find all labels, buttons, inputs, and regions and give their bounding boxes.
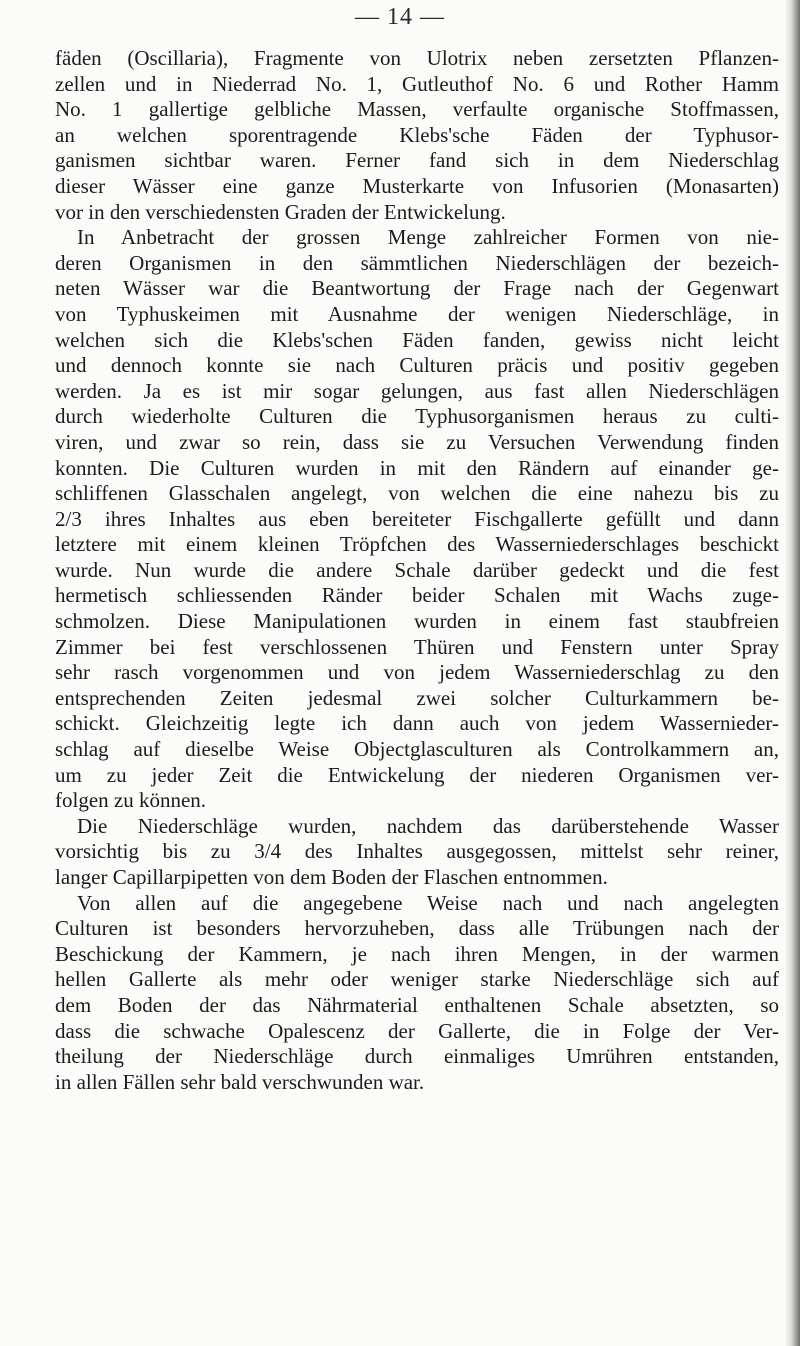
text-line: dass die schwache Opalescenz der Gallerte, die in Folge der Ver-	[55, 1018, 779, 1043]
text-line: konnten. Die Culturen wurden in mit den Rändern auf einander ge-	[55, 455, 779, 480]
text-line: und dennoch konnte sie nach Culturen präcis und positiv gegeben	[55, 353, 779, 378]
text-line: In Anbetracht der grossen Menge zahlreicher Formen von nie-	[77, 225, 779, 250]
text-line: an welchen sporentragende Klebs'sche Fäden der Typhusor-	[55, 122, 779, 147]
text-line: folgen zu können.	[55, 788, 207, 813]
text-line: welchen sich die Klebs'schen Fäden fanden, gewiss nicht leicht	[55, 327, 779, 352]
text-line: zellen und in Niederrad No. 1, Gutleuthof No. 6 und Rother Hamm	[55, 71, 779, 96]
text-line: fäden (Oscillaria), Fragmente von Ulotrix neben zersetzten Pflanzen-	[55, 46, 779, 70]
text-line: Beschickung der Kammern, je nach ihren Mengen, in der warmen	[55, 941, 779, 966]
text-line: schickt. Gleichzeitig legte ich dann auch von jedem Wassernieder-	[55, 711, 779, 736]
text-line: sehr rasch vorgenommen und von jedem Wasserniederschlag zu den	[55, 660, 779, 685]
page-edge-shadow	[786, 0, 800, 1346]
text-line: vor in den verschiedensten Graden der Entwickelung.	[55, 199, 506, 224]
text-line: werden. Ja es ist mir sogar gelungen, aus fast allen Niederschlägen	[55, 378, 779, 403]
text-line: dieser Wässer eine ganze Musterkarte von Infusorien (Monasarten)	[55, 173, 779, 198]
text-line: Culturen ist besonders hervorzuheben, dass alle Trübungen nach der	[55, 916, 779, 941]
text-line: deren Organismen in den sämmtlichen Niederschlägen der bezeich-	[55, 250, 779, 275]
text-line: 2/3 ihres Inhaltes aus eben bereiteter Fischgallerte gefüllt und dann	[55, 506, 779, 531]
text-line: vorsichtig bis zu 3/4 des Inhaltes ausgegossen, mittelst sehr reiner,	[55, 839, 779, 864]
text-line: hellen Gallerte als mehr oder weniger starke Niederschläge sich auf	[55, 967, 779, 992]
text-line: hermetisch schliessenden Ränder beider Schalen mit Wachs zuge-	[55, 583, 779, 608]
text-line: schmolzen. Diese Manipulationen wurden in einem fast staubfreien	[55, 609, 779, 634]
page-number-header: — 14 —	[355, 4, 445, 30]
text-line: um zu jeder Zeit die Entwickelung der niederen Organismen ver-	[55, 762, 779, 787]
text-line: entsprechenden Zeiten jedesmal zwei solcher Culturkammern be-	[55, 685, 779, 710]
text-line: viren, und zwar so rein, dass sie zu Versuchen Verwendung finden	[55, 429, 779, 454]
text-line: neten Wässer war die Beantwortung der Frage nach der Gegenwart	[55, 276, 779, 301]
text-line: theilung der Niederschläge durch einmaliges Umrühren entstanden,	[55, 1044, 779, 1069]
body-text	[55, 46, 779, 1095]
text-line: Die Niederschläge wurden, nachdem das darüberstehende Wasser	[77, 813, 779, 838]
text-line: durch wiederholte Culturen die Typhusorganismen heraus zu culti-	[55, 404, 779, 429]
text-line: ganismen sichtbar waren. Ferner fand sich in dem Niederschlag	[55, 148, 779, 173]
text-line: Von allen auf die angegebene Weise nach und nach angelegten	[77, 890, 779, 915]
text-line: von Typhuskeimen mit Ausnahme der wenigen Niederschläge, in	[55, 301, 779, 326]
text-line: schliffenen Glasschalen angelegt, von welchen die eine nahezu bis zu	[55, 481, 779, 506]
text-line: langer Capillarpipetten von dem Boden der Flaschen entnommen.	[55, 865, 608, 889]
text-line: letztere mit einem kleinen Tröpfchen des Wasserniederschlages beschickt	[55, 532, 779, 557]
text-line: No. 1 gallertige gelbliche Massen, verfaulte organische Stoffmassen,	[55, 97, 779, 122]
text-line: wurde. Nun wurde die andere Schale darüber gedeckt und die fest	[55, 557, 779, 582]
text-line: in allen Fällen sehr bald verschwunden war.	[55, 1069, 425, 1094]
text-line: Zimmer bei fest verschlossenen Thüren und Fenstern unter Spray	[55, 634, 779, 659]
text-line: schlag auf dieselbe Weise Objectglasculturen als Controlkammern an,	[55, 737, 779, 762]
text-line: dem Boden der das Nährmaterial enthaltenen Schale absetzten, so	[55, 992, 779, 1017]
